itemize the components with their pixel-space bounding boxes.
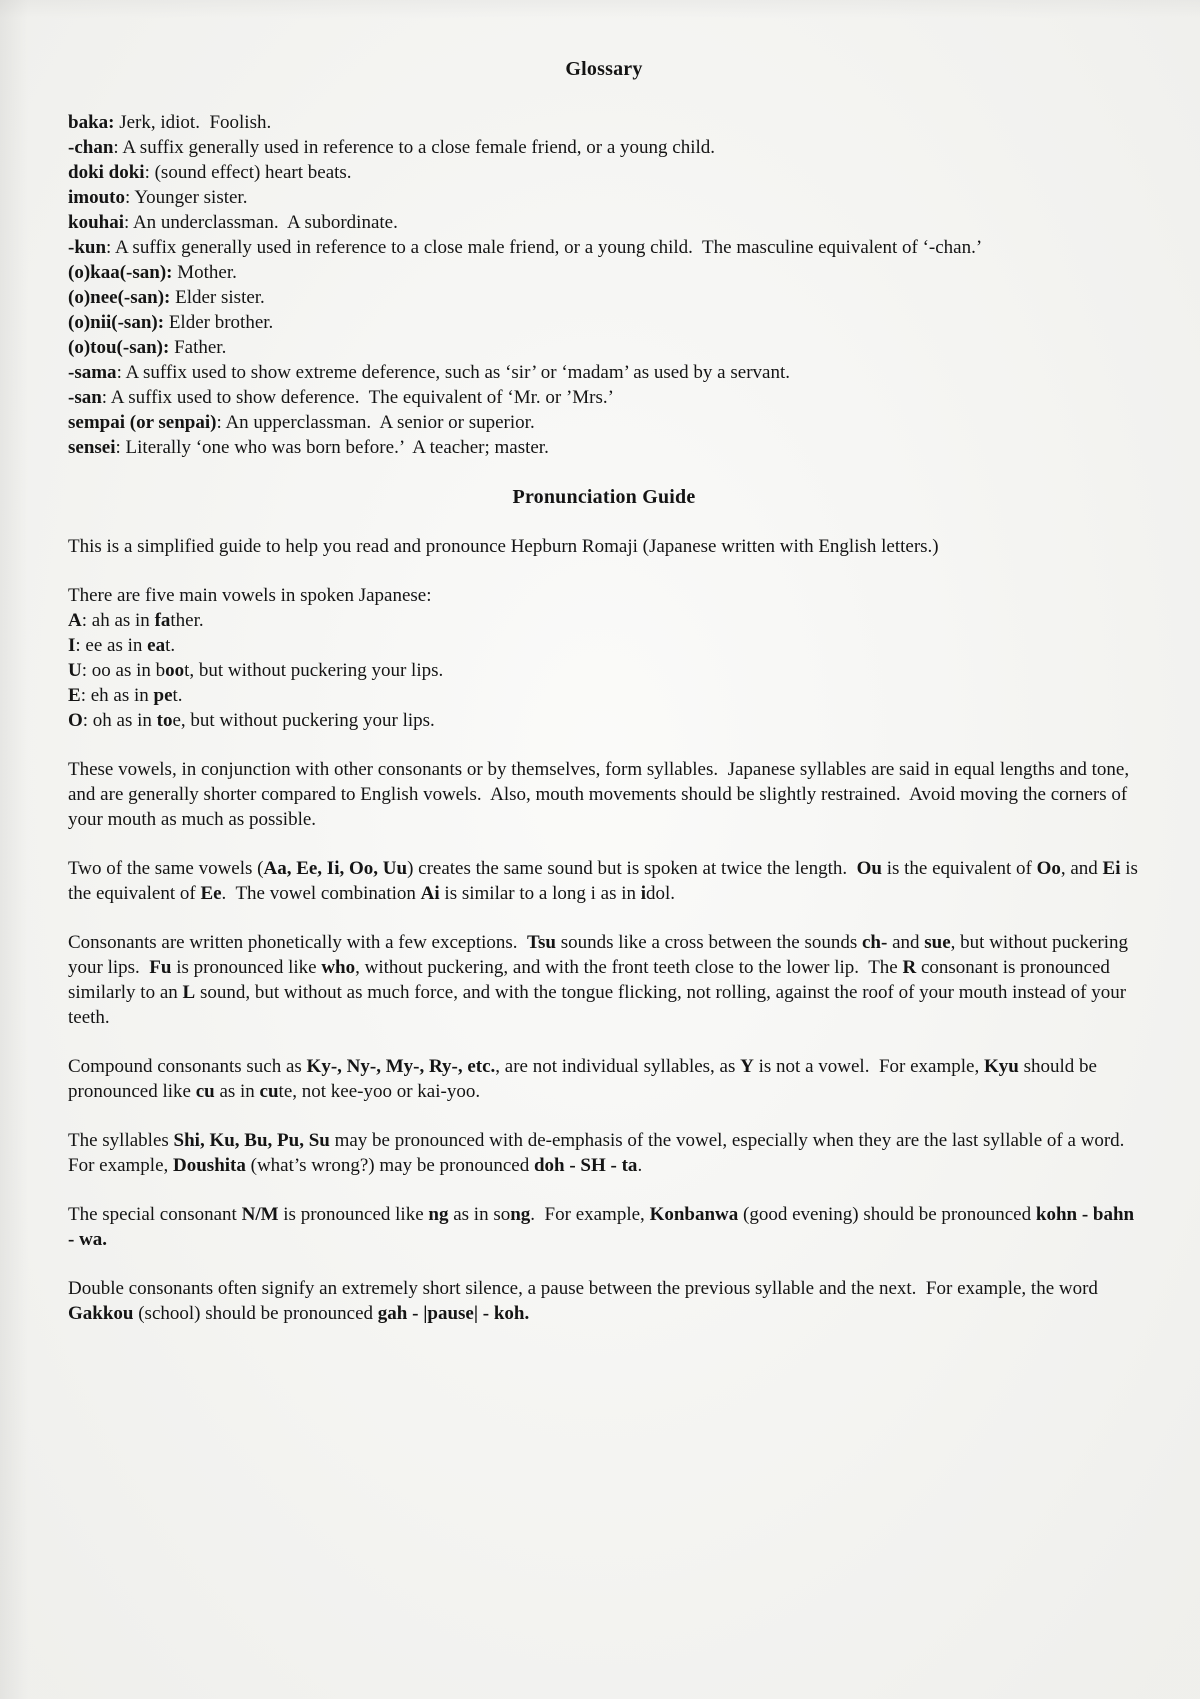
bold-text: Ei [1102, 858, 1121, 879]
text: : ee as in [75, 635, 148, 656]
text: . For example, [530, 1204, 650, 1225]
bold-text: N/M [241, 1204, 279, 1225]
text: The special consonant [68, 1204, 242, 1225]
bold-text: (o)nii(-san): [68, 312, 165, 333]
text: Jerk, idiot. Foolish. [114, 112, 272, 133]
bold-text: ng [510, 1204, 531, 1225]
text: : A suffix generally used in reference to a close female friend, or a young child. [113, 137, 716, 158]
bold-text: Aa, Ee, Ii, Oo, Uu [263, 858, 408, 879]
bold-text: -kun [68, 237, 107, 258]
text-line [68, 683, 1140, 708]
bold-text: kouhai [68, 212, 124, 233]
bold-text: who [321, 957, 356, 978]
text: ther. [170, 610, 204, 631]
text: Father. [169, 337, 227, 358]
text-line [68, 633, 1140, 658]
bold-text: sue [924, 932, 951, 953]
bold-text: ea [147, 635, 166, 656]
paragraph [68, 583, 1140, 733]
bold-text: pe [153, 685, 173, 706]
text: There are five main vowels in spoken Japanese: [68, 585, 432, 606]
text: may be pronounced with de-emphasis of the vowel, especially when they are the last syllable of a word. For example, [68, 1130, 1134, 1176]
text: should be pronounced like [68, 1056, 1102, 1102]
bold-text: oo [165, 660, 185, 681]
text: Consonants are written phonetically with a few exceptions. [68, 932, 528, 953]
text-line [68, 856, 1143, 906]
bold-text: Gakkou [68, 1303, 134, 1324]
glossary-entry [68, 385, 1140, 410]
text-line [68, 757, 1140, 832]
text: These vowels, in conjunction with other consonants or by themselves, form syllables. Japanese syllables are said in equal lengths and tone, and are generally shorter compared to English vowels. Also, mouth movements should be slightly restrained. Avoid moving the corners of your mouth as much as possible. [68, 759, 1134, 830]
bold-text: -chan [68, 137, 114, 158]
text: , are not individual syllables, as [495, 1056, 741, 1077]
bold-text: O [68, 710, 83, 731]
paragraph [68, 856, 1143, 906]
text: : A suffix used to show deference. The equivalent of ‘Mr. or ’Mrs.’ [101, 387, 614, 408]
bold-text: Tsu [527, 932, 556, 953]
pronunciation-guide-title: Pronunciation Guide [512, 486, 696, 508]
bold-text: Shi, Ku, Bu, Pu, Su [173, 1130, 330, 1151]
bold-text: U [68, 660, 82, 681]
paragraph [68, 757, 1140, 832]
text: e, but without puckering your lips. [172, 710, 435, 731]
bold-text: -san [68, 387, 102, 408]
bold-text: sempai (or senpai) [68, 412, 217, 433]
bold-text: i [640, 883, 647, 904]
text-line [68, 1276, 1140, 1326]
bold-text: (o)nee(-san): [68, 287, 171, 308]
text: is not a vowel. For example, [753, 1056, 984, 1077]
bold-text: Kyu [983, 1056, 1019, 1077]
bold-text: A [68, 610, 82, 631]
text: is pronounced like [278, 1204, 429, 1225]
text: t, but without puckering your lips. [184, 660, 444, 681]
bold-text: Ee [200, 883, 222, 904]
bold-text: E [68, 685, 81, 706]
bold-text: -sama [68, 362, 117, 383]
bold-text: Fu [149, 957, 172, 978]
text: : An upperclassman. A senior or superior. [216, 412, 535, 433]
text: Elder sister. [170, 287, 265, 308]
paragraph [68, 1128, 1140, 1178]
text: sounds like a cross between the sounds [555, 932, 862, 953]
text-line [68, 534, 1140, 559]
text: te, not kee-yoo or kai-yoo. [278, 1081, 481, 1102]
text: : oo as in b [81, 660, 166, 681]
bold-text: Ou [856, 858, 882, 879]
text: dol. [646, 883, 676, 904]
glossary-entry [68, 335, 1140, 360]
text: : Literally ‘one who was born before.’ A teacher; master. [115, 437, 549, 458]
text: sound, but without as much force, and with the tongue flicking, not rolling, against the roof of your mouth instead of your teeth. [68, 982, 1131, 1028]
paragraph [68, 534, 1140, 559]
text-line [68, 1128, 1140, 1178]
text: is the equivalent of [881, 858, 1037, 879]
glossary-entry [68, 260, 1140, 285]
text: , but without puckering your lips. [68, 932, 1133, 978]
bold-text: gah - |pause| - koh. [377, 1303, 530, 1324]
text-line [68, 930, 1140, 1030]
bold-text: sensei [68, 437, 116, 458]
text-line [68, 658, 1140, 683]
text: (what’s wrong?) may be pronounced [245, 1155, 534, 1176]
text: : A suffix used to show extreme deference, such as ‘sir’ or ‘madam’ as used by a servant. [116, 362, 790, 383]
glossary-entry [68, 135, 1140, 160]
text: , without puckering, and with the front teeth close to the lower lip. The [355, 957, 903, 978]
bold-text: doh - SH - ta [533, 1155, 638, 1176]
text: (school) should be pronounced [133, 1303, 378, 1324]
bold-text: Ai [420, 883, 440, 904]
paragraph [68, 1276, 1140, 1326]
text: : Younger sister. [125, 187, 248, 208]
text: : ah as in [81, 610, 155, 631]
text-line [68, 583, 1140, 608]
text: as in [214, 1081, 260, 1102]
paragraph [68, 930, 1140, 1030]
glossary-entry [68, 285, 1140, 310]
text: Compound consonants such as [68, 1056, 307, 1077]
text-line [68, 1202, 1140, 1252]
bold-text: imouto [68, 187, 125, 208]
bold-text: doki doki [68, 162, 145, 183]
text: This is a simplified guide to help you read and pronounce Hepburn Romaji (Japanese written with English letters.) [68, 536, 939, 557]
bold-text: I [68, 635, 76, 656]
bold-text: fa [154, 610, 171, 631]
glossary-entry [68, 235, 1140, 260]
text: Mother. [172, 262, 237, 283]
text: t. [165, 635, 176, 656]
text: Elder brother. [164, 312, 274, 333]
paragraph [68, 1054, 1140, 1104]
text: as in so [448, 1204, 511, 1225]
text: is pronounced like [171, 957, 322, 978]
bold-text: to [156, 710, 173, 731]
bold-text: R [902, 957, 917, 978]
text: is the equivalent of [68, 858, 1143, 904]
text: : oh as in [82, 710, 157, 731]
text: : A suffix generally used in reference to a close male friend, or a young child. The masculine equivalent of ‘-chan.’ [106, 237, 983, 258]
bold-text: baka: [68, 112, 115, 133]
bold-text: L [182, 982, 196, 1003]
text: The syllables [68, 1130, 174, 1151]
bold-text: ng [428, 1204, 449, 1225]
glossary-title: Glossary [565, 58, 643, 80]
paragraph [68, 1202, 1140, 1252]
glossary-entry [68, 435, 1140, 460]
text: and [887, 932, 925, 953]
text: : eh as in [80, 685, 154, 706]
bold-text: Oo [1036, 858, 1061, 879]
bold-text: (o)tou(-san): [68, 337, 170, 358]
bold-text: cu [259, 1081, 279, 1102]
glossary-entry [68, 410, 1140, 435]
text-line [68, 608, 1140, 633]
text: . The vowel combination [221, 883, 421, 904]
glossary-list [68, 110, 1140, 460]
bold-text: (o)kaa(-san): [68, 262, 173, 283]
text: : (sound effect) heart beats. [144, 162, 352, 183]
text-line [68, 708, 1140, 733]
text: : An underclassman. A subordinate. [123, 212, 398, 233]
bold-text: Ky-, Ny-, My-, Ry-, etc. [306, 1056, 496, 1077]
text: , and [1060, 858, 1103, 879]
text: Double consonants often signify an extremely short silence, a pause between the previous syllable and the next. For example, the word [68, 1278, 1103, 1299]
text: ) creates the same sound but is spoken at twice the length. [407, 858, 857, 879]
bold-text: kohn - bahn - wa. [68, 1204, 1139, 1250]
pronunciation-body [68, 534, 1143, 1326]
text: Two of the same vowels ( [68, 858, 264, 879]
glossary-entry [68, 110, 1140, 135]
glossary-entry [68, 160, 1140, 185]
glossary-entry [68, 360, 1140, 385]
text: (good evening) should be pronounced [738, 1204, 1036, 1225]
glossary-entry [68, 310, 1140, 335]
text: t. [172, 685, 183, 706]
bold-text: ch- [862, 932, 888, 953]
text-line [68, 1054, 1140, 1104]
text: is similar to a long i as in [439, 883, 641, 904]
text: . [637, 1155, 643, 1176]
bold-text: Konbanwa [649, 1204, 739, 1225]
bold-text: Doushita [173, 1155, 246, 1176]
bold-text: cu [195, 1081, 215, 1102]
glossary-entry [68, 210, 1140, 235]
bold-text: Y [740, 1056, 754, 1077]
text: consonant is pronounced similarly to an [68, 957, 1115, 1003]
glossary-entry [68, 185, 1140, 210]
